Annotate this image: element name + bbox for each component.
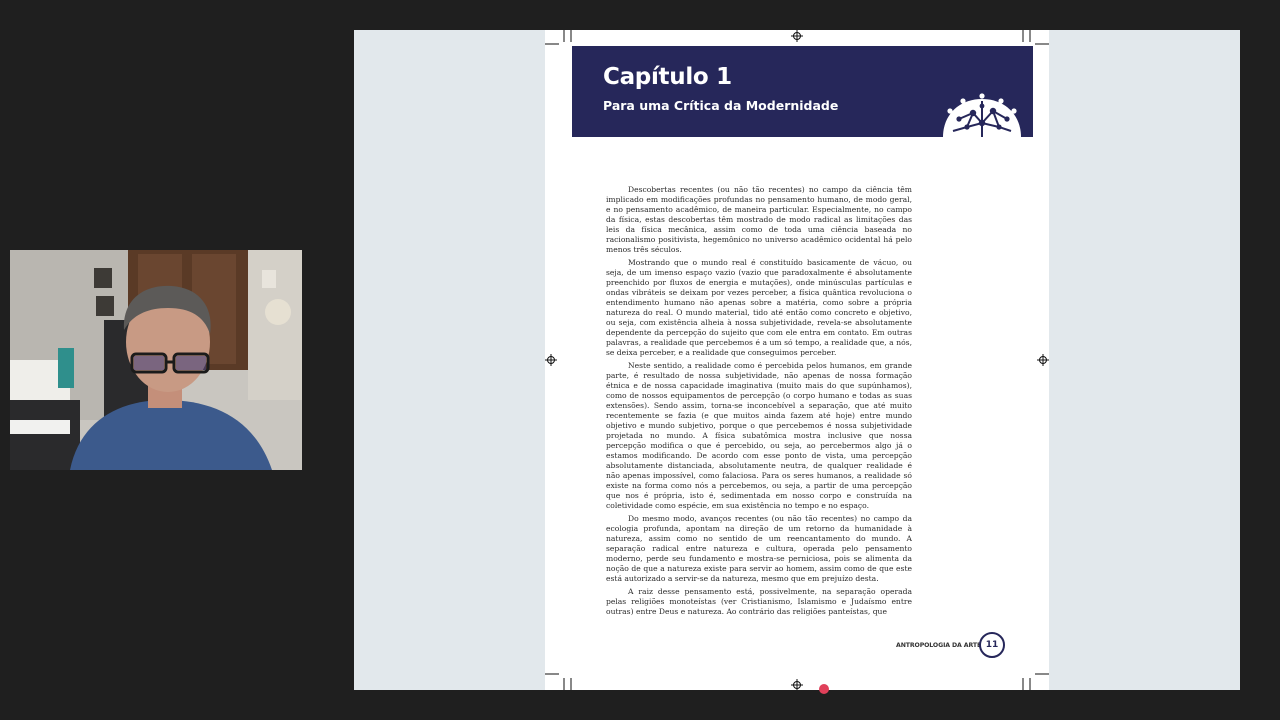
page-number-badge: 11 [979,632,1005,658]
webcam-feed [10,250,302,470]
paragraph: A raiz desse pensamento está, possivelmente, na separação operada pelas religiões monoteístas (ver Cristianismo, Islamismo e Judaísmo entre outras) entre Deus e natureza. Ao contrário das religiões panteístas, que [606,587,912,616]
print-crop-marks [545,30,1049,690]
paragraph: Descobertas recentes (ou não tão recentes) no campo da ciência têm implicado em modificações profundas no pensamento humano, de modo geral, e no pensamento acadêmico, de maneira particular. Especialmente, no campo da física, estas descobertas têm mostrado de modo radical as limitações das leis da física mecânica, assim como de toda uma ciência baseada no racionalismo positivista, hegemônico no universo acadêmico ocidental há pelo menos três séculos. [606,185,912,254]
document-page [545,30,1049,690]
chapter-subtitle: Para uma Crítica da Modernidade [603,98,839,113]
crop-mark-bottom-left [545,674,571,690]
crop-mark-top-right [1023,30,1049,44]
footer-book-title: ANTROPOLOGIA DA ARTE [896,642,982,649]
crosshair-icon [545,30,1049,690]
chapter-title: Capítulo 1 [603,64,732,90]
paragraph: Neste sentido, a realidade como é percebida pelos humanos, em grande parte, é resultado de nossa subjetividade, não apenas de nossa formação étnica e de nossa capacidade imaginativa (muito mais do que supúnhamos), como de nossos equipamentos de percepção (o corpo humano e todas as suas extensões). Sendo assim, torna-se inconcebível a separação, que até muito recentemente se fazia (e que muitos ainda fazem até hoje) entre mundo objetivo e mundo subjetivo, porque o que percebemos é nossa subjetividade projetada no mundo. A física subatômica mostra inclusive que nossa percepção modifica o que é percebido, ou seja, ao percebermos algo já o estamos modificando. De acordo com esse ponto de vista, uma percepção absolutamente distanciada, absolutamente neutra, de qualquer realidade é não apenas impossível, como falaciosa. Para os seres humanos, a realidade só existe na forma como nós a percebemos, ou seja, a partir de uma percepção que nos é própria, isto é, sedimentada em nosso corpo e construída na coletividade como espécie, em sua existência no tempo e no espaço. [606,361,912,510]
paragraph: Mostrando que o mundo real é constituído basicamente de vácuo, ou seja, de um imenso espaço vazio (vazio que paradoxalmente é absolutamente preenchido por fluxos de energia e mutações), onde minúsculas partículas e ondas vibráteis se deixam por vezes perceber, a física quântica revoluciona o entendimento humano não apenas sobre a matéria, como sobre a própria natureza do real. O mundo material, tido até então como concreto e objetivo, ou seja, com existência alheia à nossa subjetividade, revela-se absolutamente dependente da percepção do sujeito que com ele entra em contato. Em outras palavras, a realidade que percebemos é a um só tempo, a realidade que, a nós, se deixa perceber, e a realidade que conseguimos perceber. [606,258,912,357]
crop-mark-bottom-right [1023,674,1049,690]
paragraph: Do mesmo modo, avanços recentes (ou não tão recentes) no campo da ecologia profunda, apontam na direção de um retorno da humanidade à natureza, assim como no sentido de um reencantamento do mundo. A separação radical entre natureza e cultura, operada pelo pensamento moderno, perde seu fundamento e mostra-se perniciosa, pois se alimenta da noção de que a natureza existe para servir ao homem, assim como de que este está autorizado a servir-se da natureza, mesmo que em prejuízo desta. [606,514,912,583]
record-dot [819,684,829,694]
webcam-image [10,250,302,470]
crop-mark-top-left [545,30,571,44]
